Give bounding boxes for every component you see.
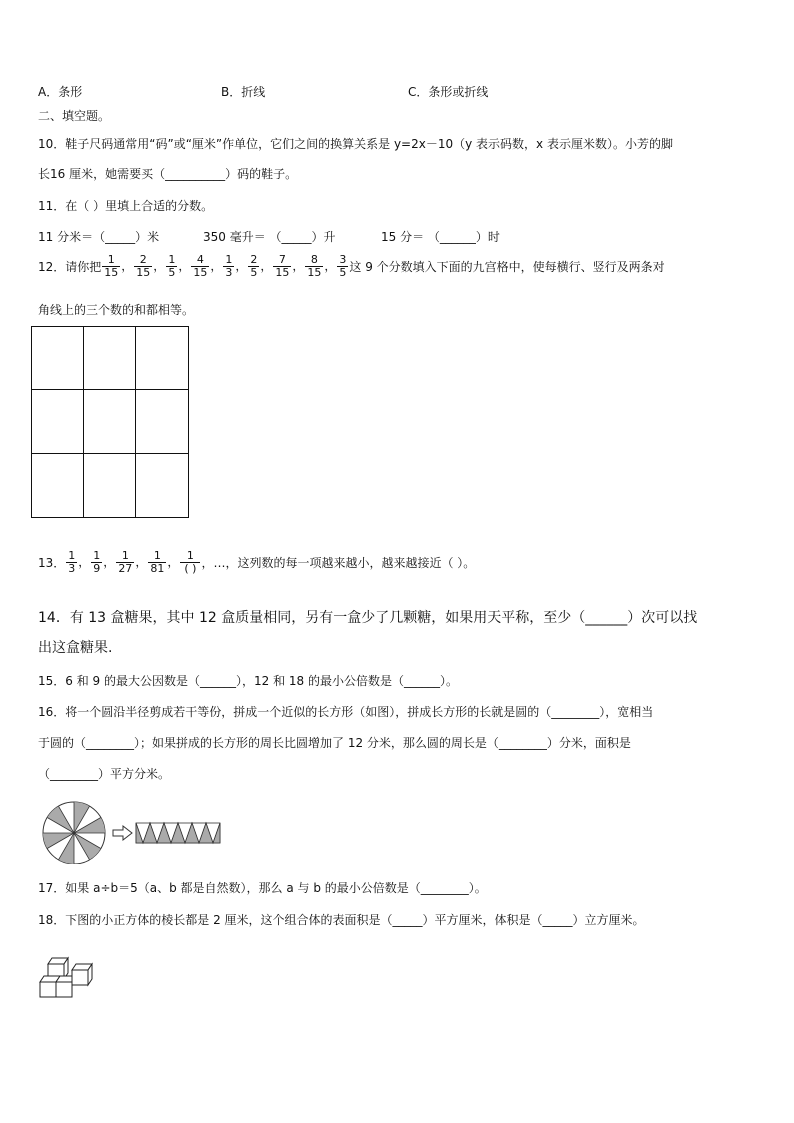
fraction-denominator: 3 <box>225 266 233 279</box>
q16-line2: 于圆的（________）；如果拼成的长方形的周长比圆增加了 12 分米，那么圆的周长是（________）分米，面积是 <box>38 736 631 750</box>
fraction-numerator: 2 <box>139 253 147 266</box>
fraction-denominator: 9 <box>93 562 101 575</box>
fraction-denominator: 15 <box>193 266 208 279</box>
fraction-denominator: 5 <box>339 266 347 279</box>
fraction-numerator: 1 <box>225 253 233 266</box>
q17-line: 17．如果 a÷b＝5（a、b 都是自然数），那么 a 与 b 的最小公倍数是（________）。 <box>38 881 487 895</box>
fraction <box>248 254 259 279</box>
q11-part-a: 11 分米＝（_____）米 <box>38 230 160 244</box>
magic-square-grid <box>31 326 189 518</box>
fraction <box>66 550 77 575</box>
fraction-numerator: 3 <box>339 253 347 266</box>
q10-line1: 10．鞋子尺码通常用“码”或“厘米”作单位，它们之间的换算关系是 y=2x－10（y 表示码数，x 表示厘米数）。小芳的脚 <box>38 137 673 151</box>
fraction <box>148 550 166 575</box>
q13-prefix: 13． <box>38 555 66 570</box>
grid-cell[interactable] <box>84 390 136 453</box>
separator: ， <box>103 555 116 569</box>
fraction-denominator: 15 <box>136 266 151 279</box>
section-title: 二、填空题。 <box>38 109 111 123</box>
q16-line1: 16．将一个圆沿半径剪成若干等份，拼成一个近似的长方形（如图），拼成长方形的长就是圆的（________），宽相当 <box>38 705 654 719</box>
q13-last-denominator: ( ) <box>180 562 200 575</box>
fraction <box>102 254 120 279</box>
fraction <box>337 254 348 279</box>
q16-line3: （________）平方分米。 <box>38 767 171 781</box>
fraction-numerator: 1 <box>93 549 101 562</box>
q10-line2: 长16 厘米，她需要买（__________）码的鞋子。 <box>38 167 298 181</box>
option-c: C．条形或折线 <box>408 85 489 99</box>
grid-cell[interactable] <box>136 454 188 517</box>
separator: ， <box>292 259 305 273</box>
fraction-numerator: 1 <box>121 549 129 562</box>
fraction <box>223 254 234 279</box>
grid-cell[interactable] <box>84 454 136 517</box>
fraction-numerator: 2 <box>250 253 258 266</box>
fraction-denominator: 81 <box>150 562 165 575</box>
q14-line2: 出这盒糖果. <box>38 640 113 656</box>
q12-suffix: 这 9 个分数填入下面的九宫格中，使每横行、竖行及两条对 <box>349 259 665 274</box>
grid-cell[interactable] <box>32 390 84 453</box>
fraction <box>166 254 177 279</box>
fraction <box>305 254 323 279</box>
fraction <box>273 254 291 279</box>
separator: ， <box>235 259 248 273</box>
option-a: A．条形 <box>38 85 83 99</box>
fraction-numerator: 1 <box>107 253 115 266</box>
separator: ， <box>78 555 91 569</box>
divided-circle-icon <box>43 802 105 864</box>
separator: ， <box>210 259 223 273</box>
grid-cell[interactable] <box>32 327 84 390</box>
fraction-denominator: 15 <box>275 266 290 279</box>
fraction-numerator: 1 <box>68 549 76 562</box>
q11-line1: 11．在（ ）里填上合适的分数。 <box>38 199 214 213</box>
grid-cell[interactable] <box>32 454 84 517</box>
fraction <box>191 254 209 279</box>
fraction-denominator: 3 <box>68 562 76 575</box>
fraction <box>116 550 134 575</box>
q11-part-b: 350 毫升＝ （_____）升 <box>203 230 336 244</box>
rearranged-rectangle-icon <box>136 823 220 843</box>
q13-line <box>38 550 475 575</box>
fraction-denominator: 15 <box>307 266 322 279</box>
q13-last-numerator: 1 <box>186 549 194 562</box>
q12-fraction-list <box>101 254 349 279</box>
cube-stack-figure <box>38 946 98 1002</box>
separator: ， <box>324 259 337 273</box>
fraction-numerator: 4 <box>196 253 204 266</box>
fraction-numerator: 7 <box>278 253 286 266</box>
fraction-denominator: 15 <box>104 266 119 279</box>
separator: ， <box>260 259 273 273</box>
separator: ， <box>121 259 134 273</box>
fraction-denominator: 5 <box>250 266 258 279</box>
fraction <box>91 550 102 575</box>
grid-cell[interactable] <box>136 390 188 453</box>
grid-cell[interactable] <box>136 327 188 390</box>
arrow-right-icon <box>113 826 132 840</box>
q13-suffix: ，…，这列数的每一项越来越小，越来越接近（ ）。 <box>201 555 476 570</box>
separator: ， <box>167 555 180 569</box>
grid-cell[interactable] <box>84 327 136 390</box>
q12-line1 <box>38 254 665 279</box>
q12-prefix: 12．请你把 <box>38 259 102 274</box>
option-b: B．折线 <box>221 85 266 99</box>
fraction-numerator: 1 <box>153 549 161 562</box>
q15-line: 15．6 和 9 的最大公因数是（______），12 和 18 的最小公倍数是（______）。 <box>38 674 458 688</box>
q14-line1: 14．有 13 盒糖果，其中 12 盒质量相同，另有一盒少了几颗糖，如果用天平称，至少（______）次可以找 <box>38 610 698 626</box>
separator: ， <box>153 259 166 273</box>
separator: ， <box>178 259 191 273</box>
q13-fraction-list <box>65 550 179 575</box>
fraction-numerator: 1 <box>168 253 176 266</box>
q11-part-c: 15 分＝ （______）时 <box>381 230 500 244</box>
separator: ， <box>135 555 148 569</box>
circle-to-rectangle-figure <box>40 800 240 864</box>
fraction <box>134 254 152 279</box>
fraction-denominator: 5 <box>168 266 176 279</box>
q18-line: 18．下图的小正方体的棱长都是 2 厘米，这个组合体的表面积是（_____）平方厘米，体积是（_____）立方厘米。 <box>38 913 645 927</box>
q13-last-fraction <box>180 550 200 575</box>
q12-line2: 角线上的三个数的和都相等。 <box>38 303 195 317</box>
fraction-numerator: 8 <box>310 253 318 266</box>
fraction-denominator: 27 <box>118 562 133 575</box>
